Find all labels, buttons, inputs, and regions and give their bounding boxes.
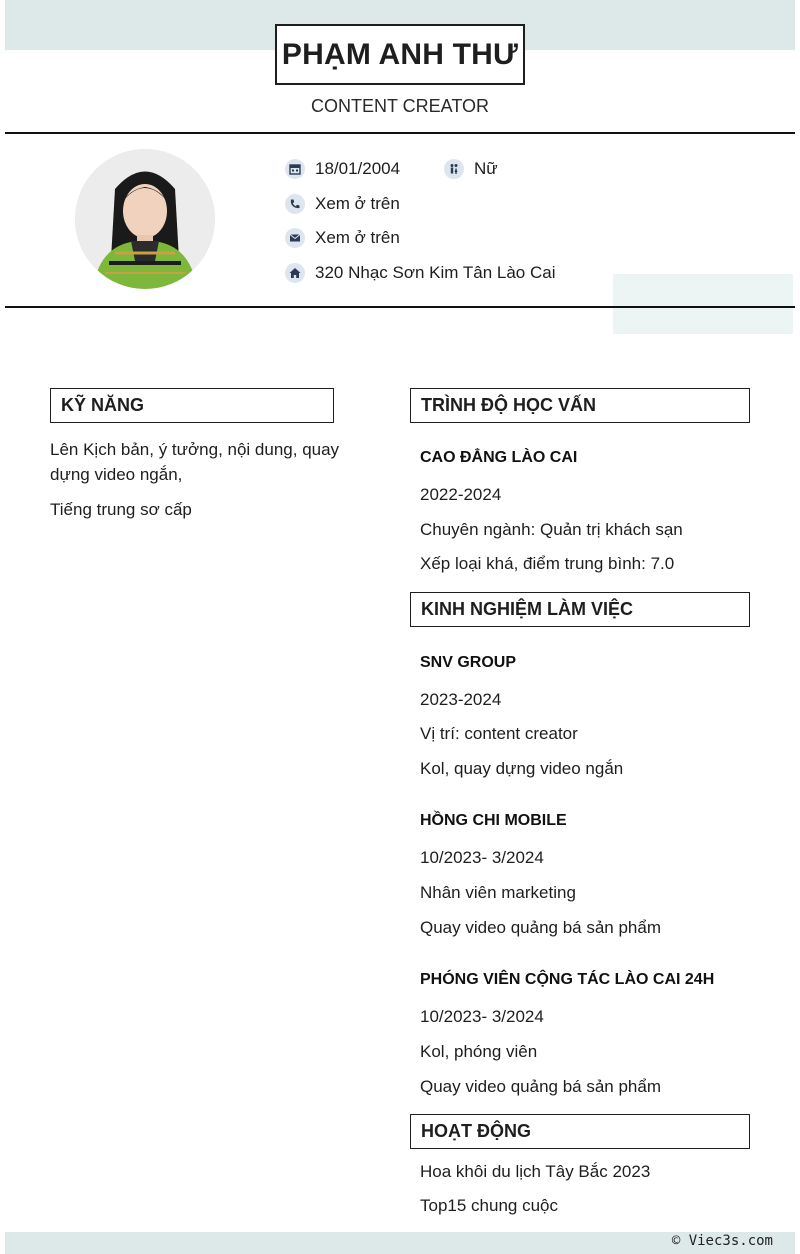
education-major: Chuyên ngành: Quản trị khách sạn	[420, 520, 683, 539]
activity-item: Hoa khôi du lịch Tây Bắc 2023	[420, 1162, 651, 1181]
skill-item: Tiếng trung sơ cấp	[50, 500, 192, 519]
job-detail: Vị trí: content creator	[420, 724, 578, 743]
job-detail: Kol, phóng viên	[420, 1042, 538, 1061]
profile-photo	[75, 149, 215, 289]
job-title: CONTENT CREATOR	[310, 96, 489, 116]
email-row	[285, 228, 400, 248]
avatar	[75, 149, 215, 289]
job-company: PHÓNG VIÊN CỘNG TÁC LÀO CAI 24H	[420, 971, 715, 988]
education-heading: TRÌNH ĐỘ HỌC VẤN	[410, 388, 750, 423]
gender-row	[444, 159, 498, 179]
education-grade: Xếp loại khá, điểm trung bình: 7.0	[420, 554, 675, 573]
dob-row	[285, 159, 400, 179]
job-detail: Nhân viên marketing	[420, 883, 576, 902]
candidate-name: PHẠM ANH THƯ	[275, 24, 525, 85]
skill-item: Lên Kịch bản, ý tưởng, nội dung, quay dựng video ngắn,	[50, 440, 340, 484]
activities-heading: HOẠT ĐỘNG	[410, 1114, 750, 1149]
address-row	[285, 263, 555, 283]
email-icon	[285, 228, 305, 248]
job-company: SNV GROUP	[420, 654, 517, 671]
phone-value: Xem ở trên	[315, 194, 400, 213]
experience-heading: KINH NGHIỆM LÀM VIỆC	[410, 592, 750, 627]
address-value: 320 Nhạc Sơn Kim Tân Lào Cai	[315, 263, 556, 282]
dob-value: 18/01/2004	[315, 159, 401, 178]
job-detail: Kol, quay dựng video ngắn	[420, 759, 624, 778]
decorative-block	[613, 274, 793, 334]
home-icon	[285, 263, 305, 283]
gender-value: Nữ	[474, 159, 498, 178]
gender-icon	[444, 159, 464, 179]
footer-watermark: © Viec3s.com	[671, 1233, 773, 1249]
email-value: Xem ở trên	[315, 228, 400, 247]
header-divider	[5, 132, 795, 134]
job-detail: Quay video quảng bá sản phẩm	[420, 918, 662, 937]
calendar-icon	[285, 159, 305, 179]
info-divider	[5, 306, 795, 308]
education-period: 2022-2024	[420, 485, 502, 504]
phone-row	[285, 194, 400, 214]
school-name: CAO ĐẲNG LÀO CAI	[420, 449, 578, 466]
job-period: 10/2023- 3/2024	[420, 848, 544, 867]
job-period: 2023-2024	[420, 690, 502, 709]
phone-icon	[285, 194, 305, 214]
skills-heading: KỸ NĂNG	[50, 388, 334, 423]
job-company: HỒNG CHI MOBILE	[420, 812, 567, 829]
job-period: 10/2023- 3/2024	[420, 1007, 544, 1026]
job-detail: Quay video quảng bá sản phẩm	[420, 1077, 662, 1096]
activity-item: Top15 chung cuộc	[420, 1196, 558, 1215]
